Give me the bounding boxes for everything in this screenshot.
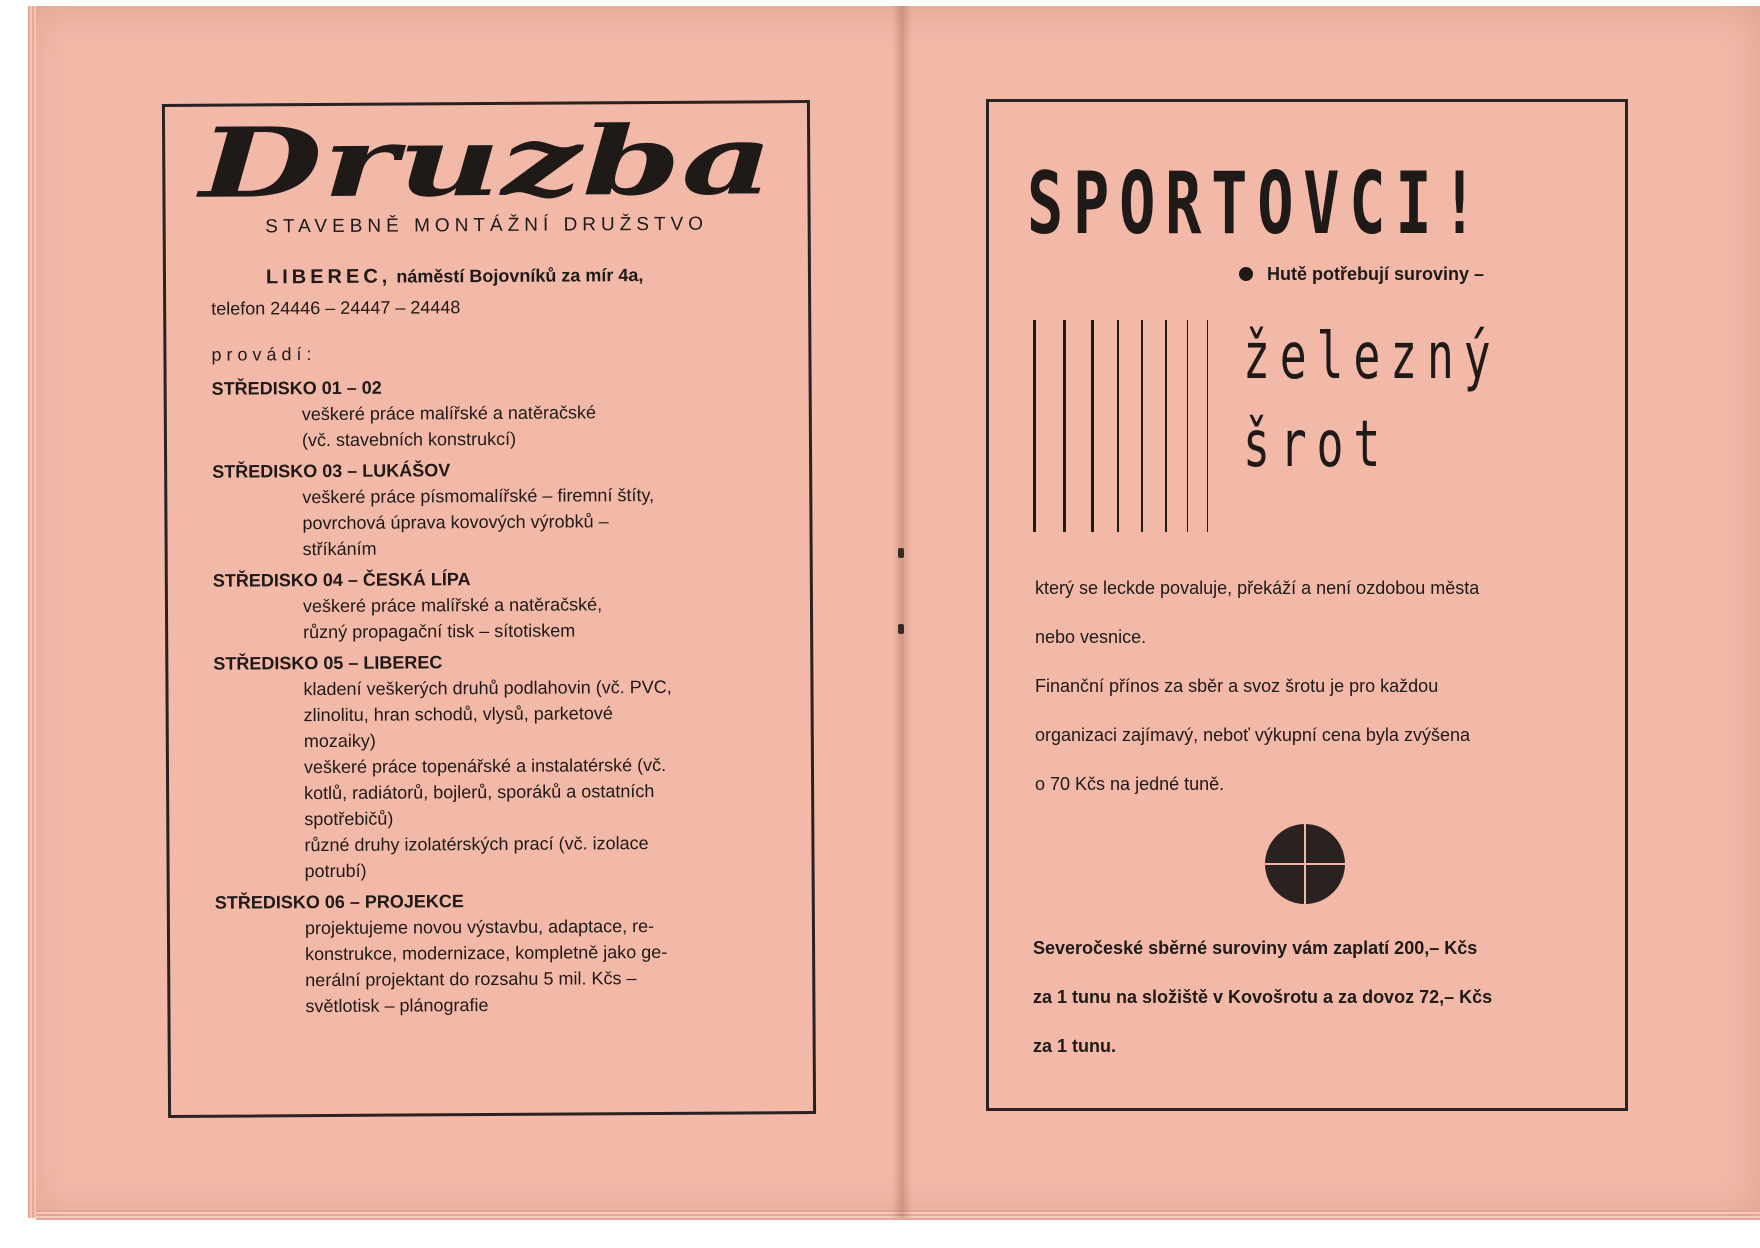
address [266, 264, 644, 289]
service-unit [215, 889, 776, 1019]
service-unit-title: STŘEDISKO 03 – LUKÁŠOV [212, 460, 451, 482]
bar [1091, 320, 1094, 532]
service-unit [213, 567, 773, 645]
service-unit-line: veškeré práce topenářské a instalatérské (vč. [303, 754, 667, 778]
body-paragraph [1035, 564, 1595, 809]
bar [1165, 320, 1167, 532]
bar [1117, 320, 1119, 532]
phone-numbers: telefon 24446 – 24447 – 24448 [211, 297, 461, 319]
offer-line: za 1 tunu na složiště v Kovošrotu a za dovoz 72,– Kčs [1033, 987, 1493, 1007]
service-unit-title: STŘEDISKO 06 – PROJEKCE [214, 891, 464, 913]
tagline [1239, 264, 1484, 285]
headline-word-scrap: šrot [1243, 408, 1391, 482]
service-unit-line: kladení veškerých druhů podlahovin (vč. PVC, [303, 676, 672, 700]
paragraph-line: který se leckde povaluje, překáží a není ozdobou města [1035, 578, 1480, 598]
price-offer [1033, 924, 1585, 1071]
service-unit-line: mozaiky) [303, 730, 376, 752]
services-intro: provádí: [211, 344, 317, 365]
service-unit-line: potrubí) [304, 860, 367, 882]
tagline-text: Hutě potřebují suroviny – [1267, 264, 1485, 284]
bar [1033, 320, 1036, 532]
headline: SPORTOVCI! [1027, 154, 1488, 254]
service-unit-line: kotlů, radiátorů, bojlerů, sporáků a ostatních [304, 780, 655, 804]
service-unit-title: STŘEDISKO 05 – LIBEREC [213, 652, 443, 674]
service-unit-line: různé druhy izolatérských prací (vč. izolace [304, 833, 649, 856]
offer-line: Severočeské sběrné suroviny vám zaplatí 200,– Kčs [1033, 938, 1478, 958]
bar [1141, 320, 1143, 532]
bar [1207, 320, 1208, 532]
service-unit-title: STŘEDISKO 01 – 02 [211, 377, 382, 399]
bar [1063, 320, 1066, 532]
service-unit-line: veškeré práce písmomalířské – firemní štíty, [302, 484, 655, 508]
address-street: náměstí Bojovníků za mír 4a, [396, 265, 644, 287]
service-unit [212, 458, 773, 562]
service-unit-line: veškeré práce malířské a natěračské [301, 402, 597, 425]
service-unit-line: povrchová úprava kovových výrobků – [302, 511, 609, 534]
paragraph-line: Finanční přínos za sběr a svoz šrotu je pro každou [1035, 676, 1439, 696]
company-subtitle: STAVEBNĚ MONTÁŽNÍ DRUŽSTVO [265, 213, 709, 238]
headline-word-iron: železný [1243, 320, 1501, 394]
service-unit [212, 375, 772, 453]
service-unit-line: spotřebičů) [304, 808, 394, 830]
druzba-logo [193, 121, 784, 213]
druzba-advert [162, 100, 816, 1118]
service-unit-line: projektujeme novou výstavbu, adaptace, re- [304, 915, 655, 939]
page-edge [28, 6, 36, 1218]
paragraph-line: organizaci zajímavý, neboť výkupní cena byla zvýšena [1035, 725, 1470, 745]
service-unit [213, 650, 774, 884]
staple [898, 548, 904, 558]
service-unit-title: STŘEDISKO 04 – ČESKÁ LÍPA [212, 569, 471, 591]
service-unit-line: zlinolitu, hran schodů, vlysů, parketové [303, 703, 613, 726]
bullet-icon [1239, 267, 1253, 281]
paragraph-line: o 70 Kčs na jedné tuně. [1035, 774, 1225, 794]
bar [1187, 320, 1188, 532]
service-unit-line: nerální projektant do rozsahu 5 mil. Kčs – [305, 968, 637, 991]
service-unit-line: konstrukce, modernizace, kompletně jako ge- [305, 941, 668, 965]
staple [898, 624, 904, 634]
address-city: LIBEREC, [265, 265, 392, 289]
service-unit-line: různý propagační tisk – sítotiskem [303, 620, 576, 643]
service-units-list [212, 375, 776, 1027]
service-unit-line: veškeré práce malířské a natěračské, [302, 594, 603, 617]
service-unit-line: světlotisk – plánografie [305, 995, 489, 1017]
paragraph-line: nebo vesnice. [1035, 627, 1147, 647]
service-unit-line: stříkáním [302, 538, 377, 560]
svg-text:Druzba: Druzba [198, 121, 588, 213]
scrap-metal-advert [986, 99, 1628, 1111]
service-unit-line: (vč. stavebních konstrukcí) [301, 428, 517, 451]
offer-line: za 1 tunu. [1033, 1036, 1117, 1056]
target-circle-icon [1265, 824, 1345, 904]
book-gutter [892, 6, 912, 1218]
